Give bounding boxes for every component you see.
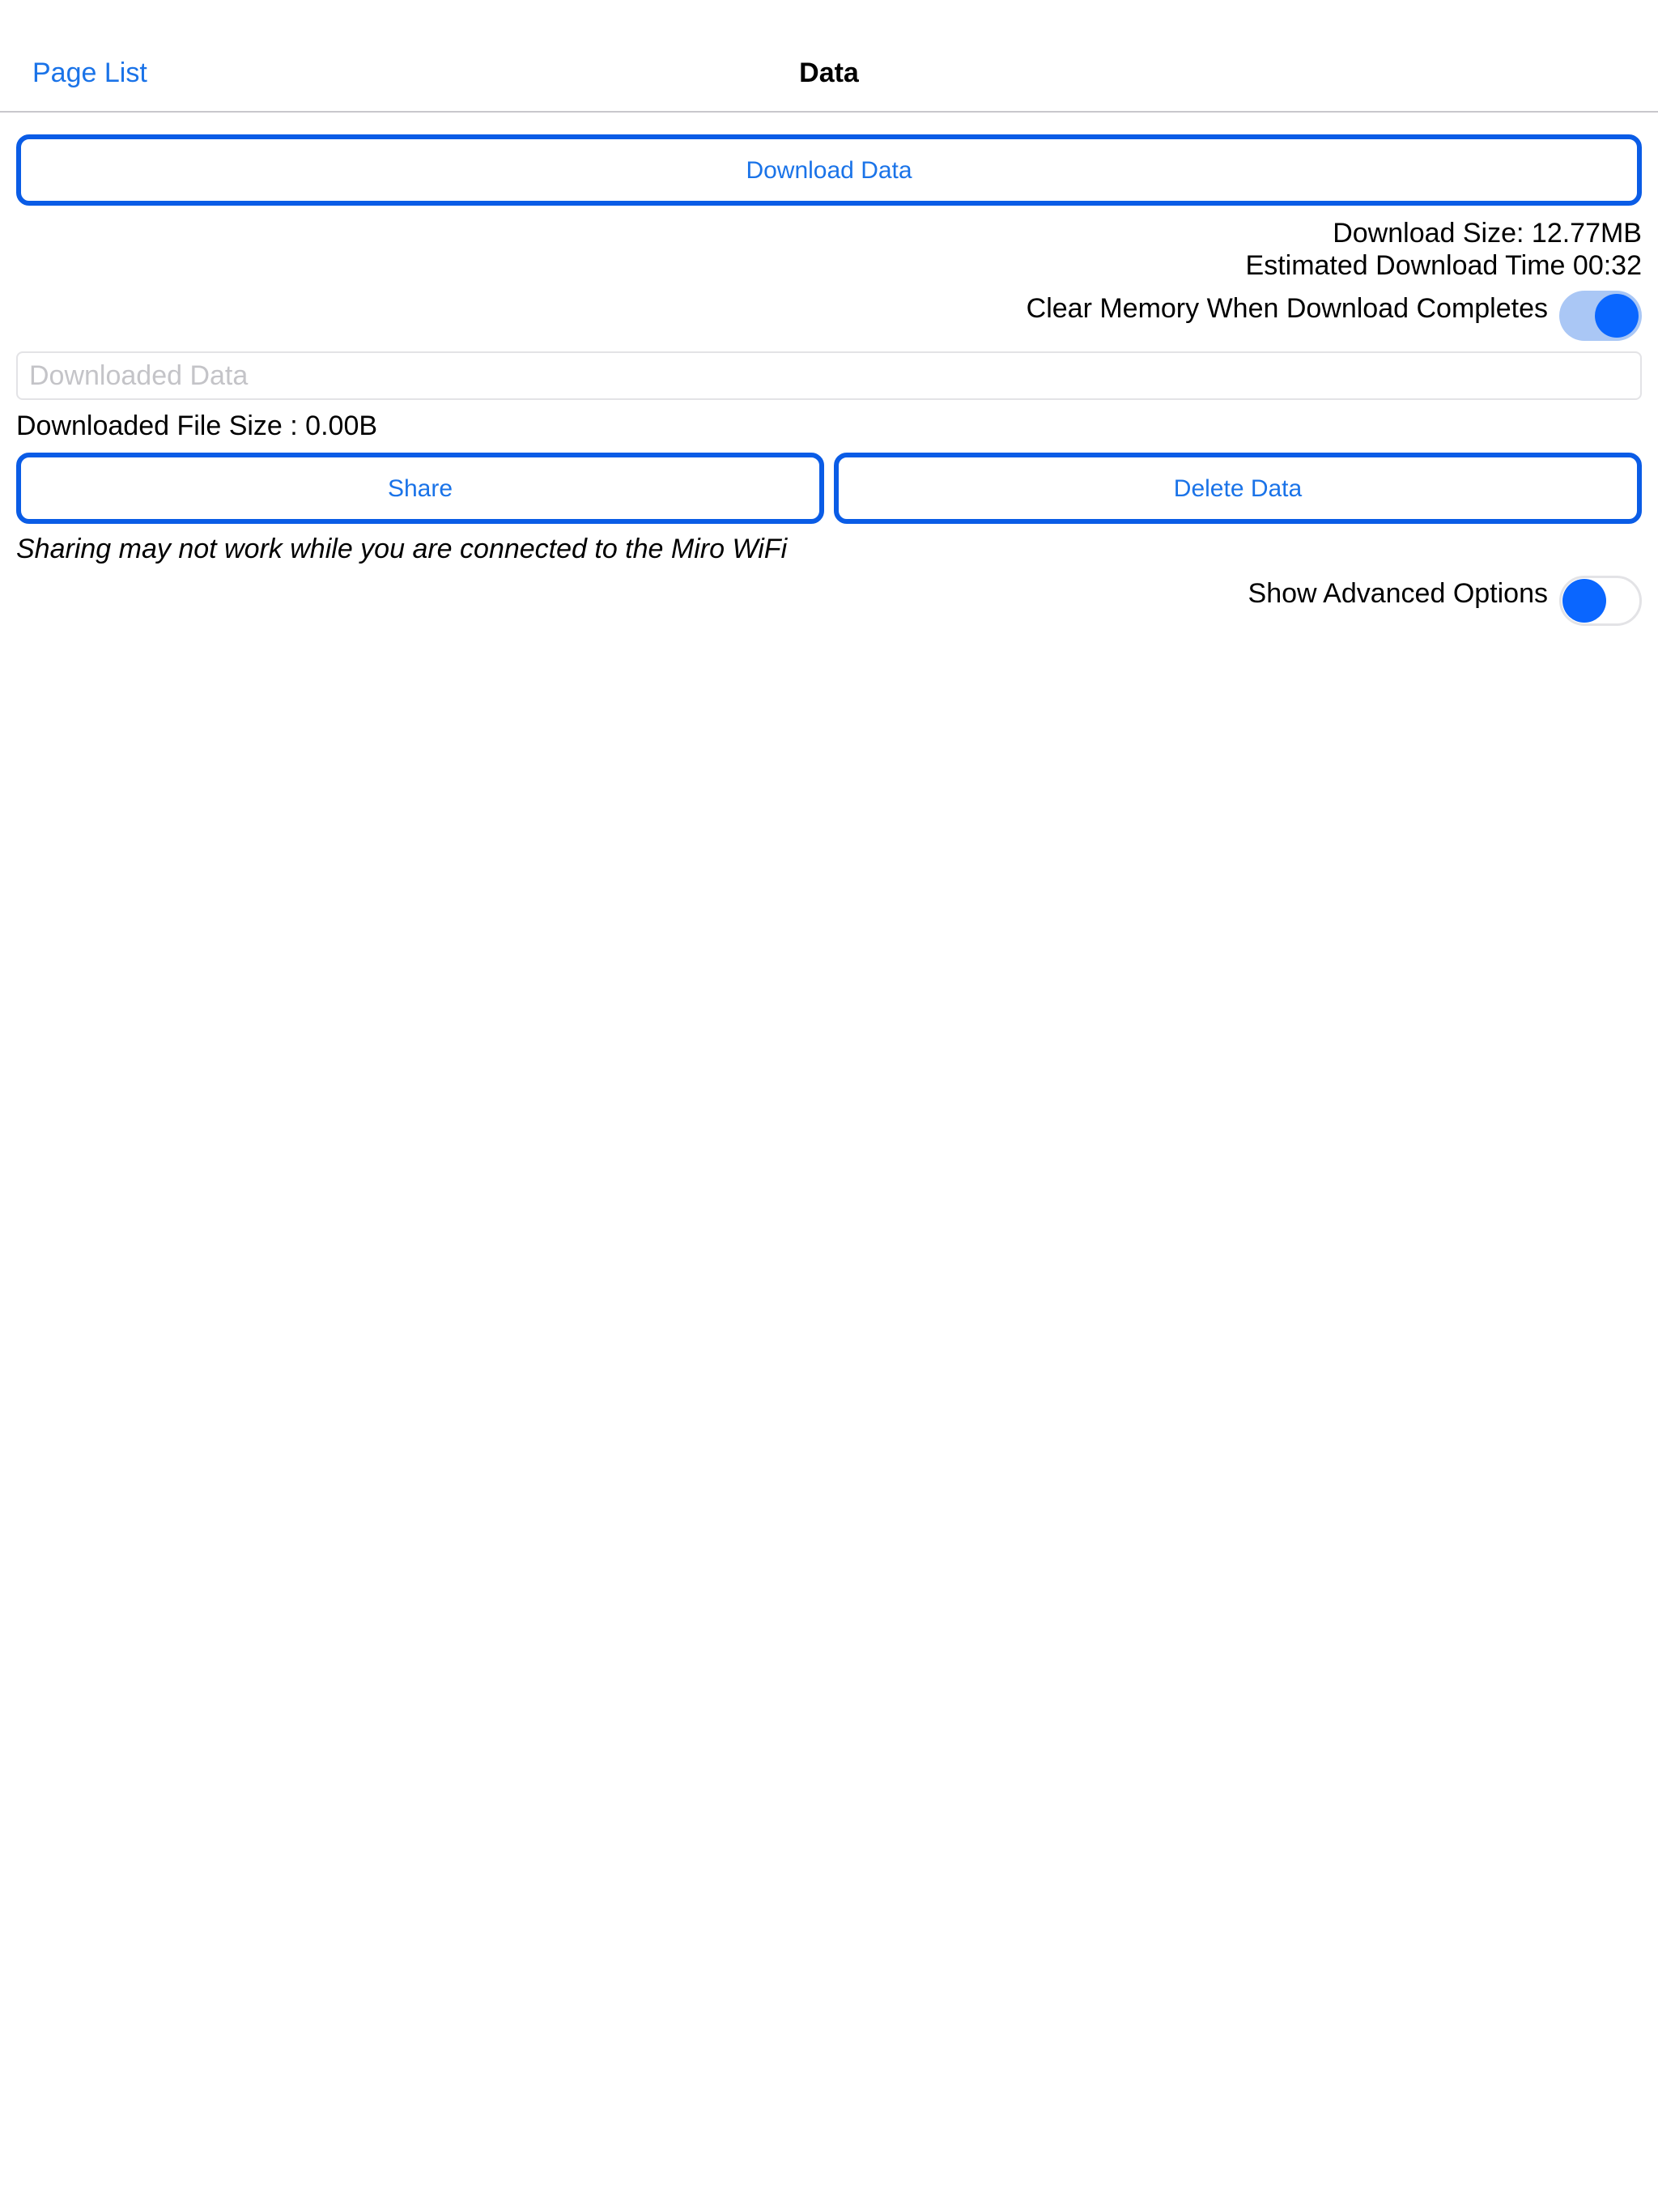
show-advanced-options-label: Show Advanced Options [1248,578,1548,609]
downloaded-file-size-text: Downloaded File Size : 0.00B [16,410,378,441]
downloaded-data-field[interactable] [16,351,1642,400]
back-button-page-list[interactable]: Page List [32,57,147,88]
download-size-text: Download Size: 12.77MB [1333,218,1642,249]
show-advanced-options-toggle[interactable] [1559,576,1642,626]
toggle-knob [1595,294,1639,338]
share-button[interactable]: Share [16,453,824,524]
delete-data-button[interactable]: Delete Data [834,453,1642,524]
estimated-download-time-text: Estimated Download Time 00:32 [1245,250,1642,281]
navigation-bar [0,0,1658,113]
page-title: Data [799,57,859,88]
clear-memory-label: Clear Memory When Download Completes [1026,293,1548,324]
toggle-knob [1562,579,1606,623]
sharing-warning-note: Sharing may not work while you are connected to the Miro WiFi [16,534,788,564]
clear-memory-toggle[interactable] [1559,291,1642,341]
download-data-button[interactable]: Download Data [16,134,1642,206]
